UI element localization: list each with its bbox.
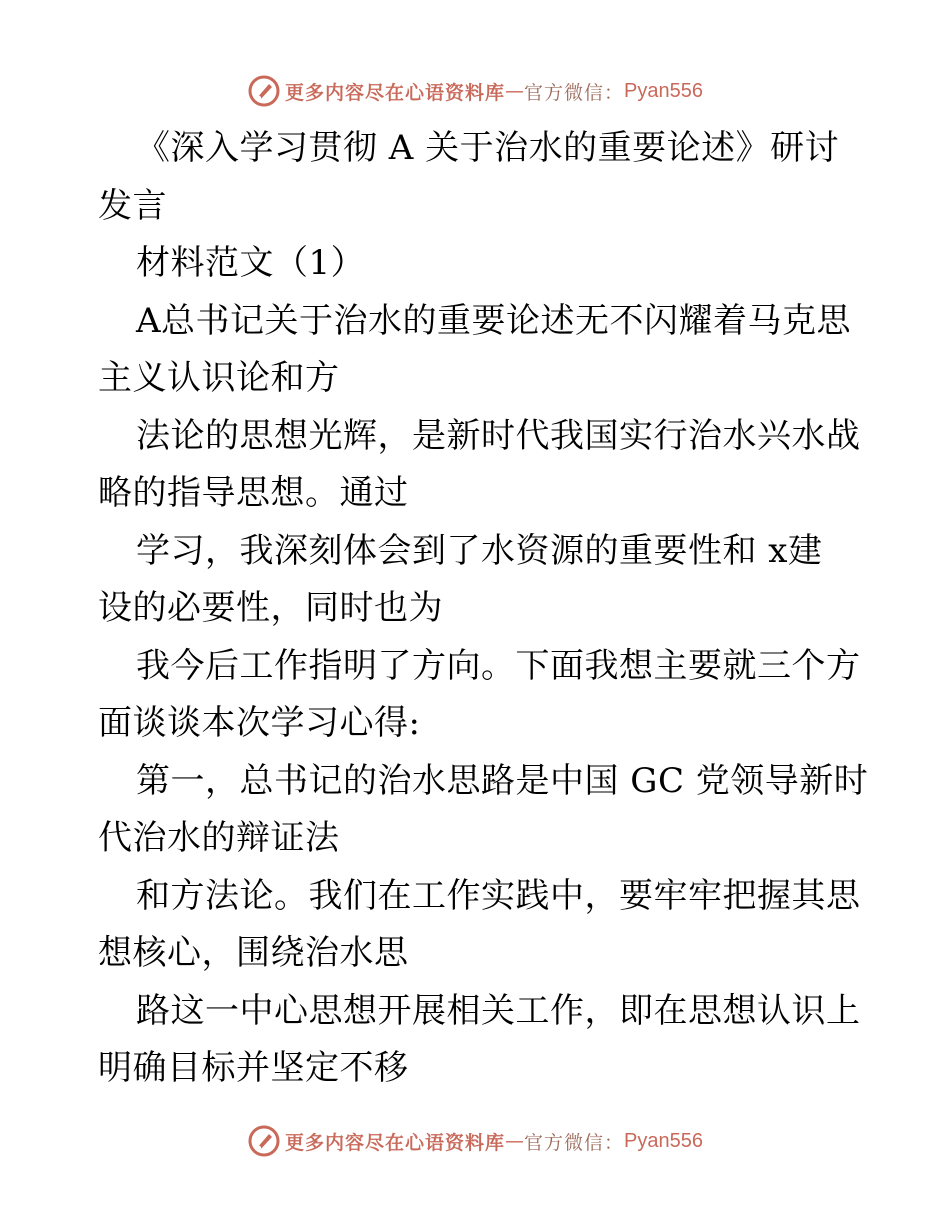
footer-watermark (0, 1121, 950, 1161)
pen-logo-icon (247, 74, 281, 108)
watermark-id: Pyan556 (624, 79, 703, 102)
header-watermark (0, 71, 950, 111)
paragraph-line: 学习，我深刻体会到了水资源的重要性和 x建 (136, 530, 823, 571)
paragraph-line: 想核心，围绕治水思 (98, 933, 409, 973)
paragraph-line: 和方法论。我们在工作实践中，要牢牢把握其思 (136, 875, 861, 916)
watermark-main-text: 更多内容尽在心语资料库 (285, 81, 506, 104)
document-body (98, 120, 869, 1098)
paragraph-line: 路这一中心思想开展相关工作，即在思想认识上 (136, 990, 861, 1031)
pen-logo-icon (247, 1124, 281, 1158)
watermark-dash: — (505, 1130, 525, 1152)
paragraph-line: 略的指导思想。通过 (98, 473, 409, 513)
watermark-official-label: 官方微信： (524, 81, 625, 104)
paragraph-line: 我今后工作指明了方向。下面我想主要就三个方 (136, 645, 861, 686)
paragraph-line: 代治水的辩证法 (98, 818, 340, 858)
watermark-official-label: 官方微信： (524, 1131, 625, 1154)
paragraph-line: 法论的思想光辉，是新时代我国实行治水兴水战 (136, 415, 861, 456)
watermark-main-text: 更多内容尽在心语资料库 (285, 1131, 506, 1154)
paragraph-line: 面谈谈本次学习心得: (98, 703, 421, 743)
watermark-dash: — (505, 80, 525, 102)
paragraph-line: 设的必要性，同时也为 (98, 588, 443, 628)
subtitle-line: 材料范文（1） (136, 243, 366, 283)
watermark-id: Pyan556 (624, 1129, 703, 1152)
paragraph-line: 主义认识论和方 (98, 358, 340, 398)
paragraph-line: 明确目标并坚定不移 (98, 1048, 409, 1088)
title-line-2: 发言 (98, 185, 167, 226)
paragraph-line: A总书记关于治水的重要论述无不闪耀着马克思 (136, 300, 852, 341)
title-line-1: 《深入学习贯彻 A 关于治水的重要论述》研讨 (136, 128, 840, 168)
paragraph-line: 第一，总书记的治水思路是中国 GC 党领导新时 (136, 760, 869, 801)
